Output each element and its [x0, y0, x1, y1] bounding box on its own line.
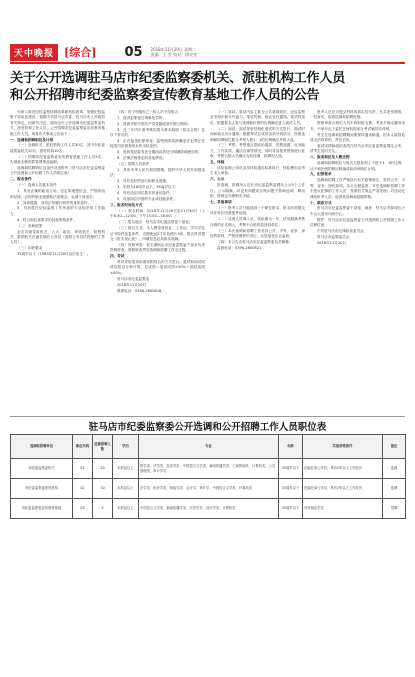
- table-cell: 02: [73, 479, 93, 499]
- paper-logo: 天中晚报: [10, 44, 58, 61]
- article-paragraph: 报考人员应对提交材料的真实性负责，凡弄虚作假的，一经查实，取消选调和招聘资格。: [310, 110, 405, 120]
- section-heading: 十、联系方式: [310, 200, 332, 205]
- article-column-1: [10, 110, 105, 412]
- table-cell: 招聘: [383, 499, 406, 519]
- article-paragraph: 中共驻马店市纪律检查委员会: [317, 229, 364, 234]
- section-heading: 七、其他事项: [210, 200, 232, 204]
- article-paragraph: （二）招聘市纪委监察委宣传教育基地工作人员5名，为财政全额预算管理事业编制。: [10, 154, 105, 165]
- section-divider: [10, 416, 405, 417]
- table-cell: 本科及以上: [113, 479, 139, 499]
- article-paragraph: 驻马店市纪委监察委: [117, 276, 150, 281]
- page-number: 05: [124, 44, 143, 60]
- headline: [10, 70, 405, 104]
- article-paragraph: 5．具备岗位所需的专业或技能条件。: [117, 197, 177, 202]
- article-paragraph: 3．近三年内年度考核结果为基本称职（基本合格）及以下等次的；: [110, 127, 205, 138]
- table-header-cell: 选调和招聘单位: [11, 435, 73, 459]
- table-cell: 在编在岗公务员，具有2年以上工作经历: [303, 459, 383, 479]
- article-paragraph: （一）选调机关、派驻机构工作人员30名，其中市纪委监察委机关20名、派驻机构10名；: [10, 143, 105, 153]
- table-cell: 法学类、经济学类、财政学类、会计学、审计学、中国语言文学类、计算机类: [139, 479, 279, 499]
- article-paragraph: 2．曾被开除中国共产党党籍或被开除公职的；: [117, 121, 192, 126]
- article-paragraph: 考试采取笔试和面试相结合的方式进行。笔试和面试成绩均按百分制计算，总成绩＝笔试成绩×50%＋面试成绩×50%。: [110, 260, 205, 275]
- table-header-cell: 备注: [383, 435, 406, 459]
- article-paragraph: 为深入推进纪检监察体制改革和机构改革，加强纪检监察干部队伍建设，根据中共驻马店市委、驻马店市人民政府有关规定，经研究决定，面向全市公开选调市纪委监察委机关、派驻机构工作人员，公开招聘市纪委监察委宣传教育基地工作人员。现将有关事项公告如下：: [10, 110, 105, 136]
- article-paragraph: 选调和招聘工作严格执行有关政策规定，坚持公开、平等、竞争、择优原则，实行全程监督。对在选调和招聘工作中违反纪律的工作人员，按照有关规定严肃处理；对违反纪律的报考人员，取消其选调和招聘资格。: [310, 178, 405, 199]
- table-cell: 市纪委监察委宣传教育基地: [11, 499, 73, 519]
- table-row: [11, 479, 406, 499]
- headline-line-1: 关于公开选调驻马店市纪委监察委机关、派驻机构工作人员: [10, 71, 346, 86]
- table-cell: 哲学类、法学类、经济学类、中国语言文学类、新闻传播学类、工商管理类、计算机类、公共管理类、审计学类: [139, 459, 279, 479]
- article-paragraph: 联系电话：0396-2600618: [117, 288, 162, 293]
- table-cell: 35周岁以下: [279, 479, 303, 499]
- article-paragraph: 4．正在接受纪律审查、监察调查或涉嫌违法犯罪正在接受司法调查尚未作出结论的；: [110, 139, 205, 149]
- table-cell: 10: [93, 479, 113, 499]
- table-header-cell: 年龄: [279, 435, 303, 459]
- article-paragraph: 监督电话：0396-2600621: [217, 245, 262, 250]
- article-paragraph: （三）年龄要求: [17, 246, 43, 251]
- article-paragraph: （五）招聘人员条件: [117, 162, 150, 167]
- article-paragraph: 2．具有良好的品行和职业道德；: [117, 179, 170, 184]
- section-heading: 四、考试: [110, 254, 125, 259]
- article-paragraph: （一）笔试。笔试内容主要为公共基础知识、纪检监察业务知识和写作能力。笔试时间、地点另行通知。笔试结束后，根据报名人数与选调职位数的比例确定进入面试人员。: [210, 110, 305, 125]
- article-paragraph: 1．具有中华人民共和国国籍，拥护中华人民共和国宪法；: [110, 168, 205, 178]
- table-cell: 选调: [383, 479, 406, 499]
- article-paragraph: 3．年龄为18周岁以上、35周岁以下；: [117, 185, 179, 190]
- article-paragraph: 5．受到党纪政务处分期间或者处分期满影响使用的；: [117, 150, 202, 155]
- table-header-cell: 选调招聘人数: [93, 435, 113, 459]
- article-paragraph: 笔试成绩和面试成绩在驻马店市纪委监察委网站公布，请考生及时关注。: [310, 143, 405, 154]
- table-cell: 市纪委监察委机关: [11, 459, 73, 479]
- table-cell: 5: [93, 499, 113, 519]
- article-paragraph: 考生在选调和招聘期间要保持通讯畅通，因本人原因造成无法联系的，责任自负。: [310, 132, 405, 143]
- masthead-rule: [10, 62, 405, 64]
- section-heading: 五、体检: [210, 160, 225, 165]
- positions-table: [10, 434, 406, 519]
- article-body: [10, 110, 405, 412]
- article-paragraph: 选调和招聘职位及条件详见附件《驻马店市纪委监察委公开选调和公开招聘工作人员职位表》。: [10, 166, 105, 176]
- article-column-3: [210, 110, 305, 412]
- article-paragraph: 4．具有适应岗位要求的身体条件；: [117, 191, 174, 196]
- article-paragraph: （二）报名地点：驻马店市纪委监察委干部室。: [117, 220, 193, 225]
- article-paragraph: （一）报考人员只能选择一个职位报名，报名时须提交所在单位同意报考证明。: [210, 205, 305, 216]
- article-paragraph: 1．曾因犯罪受过刑事处罚的；: [117, 115, 167, 120]
- table-header-row: [11, 435, 406, 459]
- table-body: [11, 459, 406, 519]
- article-paragraph: 1．具有正确的政治立场，坚定的理想信念，严格的组织纪律，良好的职业道德和法治观念，忠诚干净担当；: [10, 189, 105, 199]
- article-column-4: [310, 110, 405, 412]
- table-cell: 市纪委监察委派驻机构: [11, 479, 73, 499]
- article-paragraph: 2018年11月20日: [317, 240, 347, 245]
- article-paragraph: （四）资格审查：报名期间由市纪委监察委干部室负责资格审查，资格审查贯穿选调和招聘工作全过程。: [110, 242, 205, 253]
- article-column-2: [110, 110, 205, 412]
- article-paragraph: （三）报名方式：本人携带身份证、工作证、学历学位证书原件及复印件、近期免冠2寸彩色照片3张，报名时须提交《报名登记表》，所填信息必须真实准确。: [110, 226, 205, 241]
- article-paragraph: （三）本次选调和招聘工作坚持公开、平等、竞争、择优的原则，严格按照程序进行，自觉接受社会监督。: [210, 228, 305, 238]
- table-header-cell: 学历: [113, 435, 139, 459]
- article-paragraph: 驻马店市纪委监察委干部室，地址：驻马店市驿城区天中山大道市行政中心。: [310, 206, 405, 216]
- table-cell: 20: [93, 459, 113, 479]
- article-paragraph: 拟选调、拟聘用人员在市纪委监察委网站公示5个工作日。公示期满，对没有问题或反映问题不影响选调、聘用的，按规定办理相关手续。: [210, 183, 305, 199]
- article-paragraph: （二）选调范围: [17, 223, 43, 228]
- table-cell: 35周岁以下: [279, 459, 303, 479]
- table-title: 驻马店市纪委监察委公开选调和公开招聘工作人员职位表: [88, 422, 327, 433]
- article-paragraph: 驻马店市监察委员会: [317, 234, 350, 239]
- article-paragraph: （四）本公告由驻马店市纪委监察委负责解释。: [217, 239, 293, 244]
- table-cell: 具有相应学位: [303, 499, 383, 519]
- article-paragraph: 2018年11月20日: [117, 282, 147, 287]
- article-paragraph: （二）选调人员调入后，试用期为一年，试用期满考核合格的正式调入，考核不合格的退回原单位。: [210, 217, 305, 227]
- section-heading: 三、报名时间及方式: [110, 203, 143, 207]
- masthead-meta: [151, 47, 198, 57]
- section-tag: [综合]: [64, 46, 97, 59]
- article-paragraph: （二）面试。面试采取结构化面试的方式进行，面试时间和地点另行通知。根据考试总成绩由高分到低分，按照选调和招聘职位数与考察人数1：1的比例确定考察人选。: [210, 126, 305, 142]
- table-cell: 01: [73, 459, 93, 479]
- article-paragraph: 选调和招聘职位与报名人数原则上不低于1：3的比例，达不到比例的相应核减或取消该职位计划。: [310, 161, 405, 171]
- article-paragraph: 3．具有胜任纪检监察工作所需的专业知识和工作能力；: [10, 206, 105, 216]
- section-heading: 一、选调和招聘职位及计划: [10, 137, 54, 142]
- table-cell: 中国语言文学类、新闻传播学类、历史学类、设计学类、计算机类: [139, 499, 279, 519]
- article-paragraph: 附件：驻马店市纪委监察委公开选调和公开招聘工作人员职位表: [310, 217, 405, 228]
- table-cell: 本科及以上: [113, 499, 139, 519]
- section-heading: 六、公示: [210, 177, 225, 182]
- table-cell: 03: [73, 499, 93, 519]
- headline-line-2: 和公开招聘市纪委监察委宣传教育基地工作人员的公告: [10, 88, 320, 103]
- table-header-cell: 专业: [139, 435, 279, 459]
- table-cell: 35周岁以下: [279, 499, 303, 519]
- table-row: [11, 499, 406, 519]
- article-paragraph: （一）选调人员基本条件: [17, 183, 57, 188]
- article-paragraph: 2．身体健康，具有正常履行职责的身体条件；: [17, 200, 92, 205]
- article-paragraph: （四）有下列情形之一的人员不得报名：: [117, 110, 182, 114]
- article-paragraph: 资格审查合格的人员不收取报名费，考试不指定辅导用书，不举办也不委托任何机构举办考试辅导培训班。: [310, 121, 405, 131]
- editor-line: 责编：王 莹 校对：徐亮亮: [150, 52, 198, 57]
- table-cell: 本科及以上: [113, 459, 139, 479]
- table-cell: 选调: [383, 459, 406, 479]
- table-cell: 在编在岗公务员，具有2年以上工作经历: [303, 479, 383, 499]
- article-paragraph: （三）考察。考察重点是政治素质、思想品德、业务能力、工作实绩、廉洁自律等情况，同时对其报考资格进行复审。考察合格人员确定为拟选调、拟聘用人选。: [210, 143, 305, 159]
- article-paragraph: 体检参照公务员录用体检通用标准执行，体检费用由考生本人承担。: [210, 166, 305, 176]
- section-heading: 九、纪律要求: [310, 172, 332, 177]
- article-paragraph: 4．符合职位表要求的其他资格条件。: [17, 217, 77, 222]
- table-header-cell: 职位代码: [73, 435, 93, 459]
- section-heading: 八、报名职位及人数比例: [310, 155, 350, 160]
- table-row: [11, 459, 406, 479]
- section-heading: 二、报名条件: [10, 177, 32, 182]
- article-paragraph: （一）报名时间：2018年11月26日至11月30日（上午8:30—12:00，下午15:00—18:00）。: [110, 208, 205, 219]
- article-paragraph: 6．法律法规规定的其他情形。: [117, 156, 167, 161]
- table-header-cell: 其他资格条件: [303, 435, 383, 459]
- date-line: 2018年11月20日 星期二: [150, 47, 197, 52]
- article-paragraph: 35周岁以下（1983年11月20日以后出生）。: [17, 252, 91, 257]
- article-paragraph: 全市各级党政机关、人大、政协、审判机关、检察机关、群团机关在编在岗的公务员（参照公务员法管理的工作人员）。: [10, 229, 105, 245]
- masthead: [10, 43, 405, 61]
